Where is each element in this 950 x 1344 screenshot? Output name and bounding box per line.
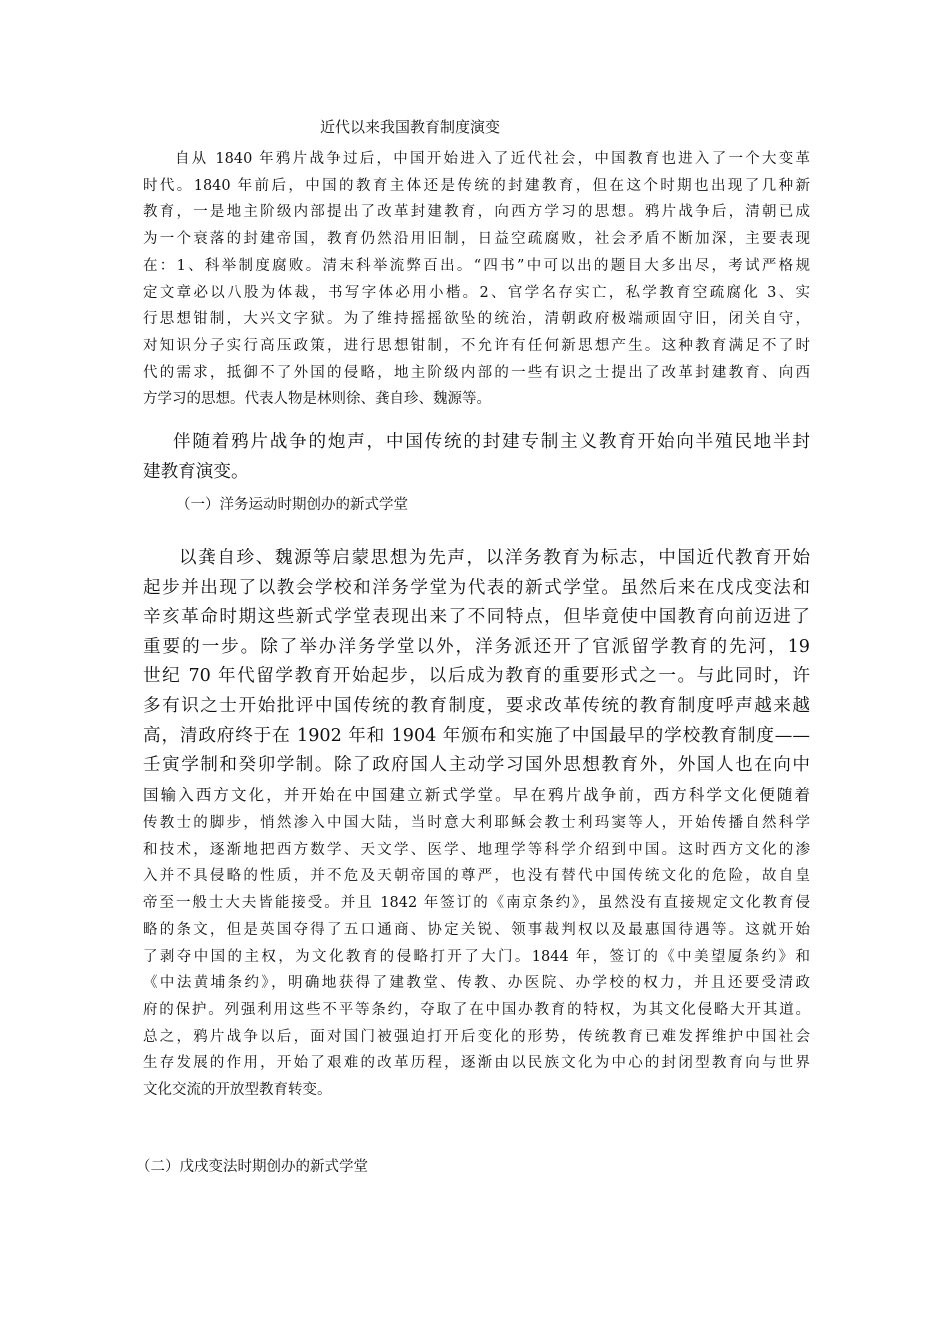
text-line: 为一个衰落的封建帝国，教育仍然沿用旧制，日益空疏腐败，社会矛盾不断加深，主要表现 — [143, 231, 810, 248]
text-line: 文化交流的开放型教育转变。 — [143, 1082, 332, 1099]
text-line: 总之，鸦片战争以后，面对国门被强迫打开后变化的形势，传统教育已难发挥维护中国社会 — [143, 1028, 810, 1045]
paragraph-1 — [143, 146, 810, 413]
text-line: 以龚自珍、魏源等启蒙思想为先声，以洋务教育为标志，中国近代教育开始 — [179, 548, 810, 568]
text-line: 壬寅学制和癸卯学制。除了政府国人主动学习国外思想教育外，外国人也在向中 — [143, 755, 810, 776]
text-line: 和技术，逐渐地把西方数学、天文学、医学、地理学等科学介绍到中国。这时西方文化的渗 — [143, 841, 810, 858]
text-line: 自从 1840 年鸦片战争过后，中国开始进入了近代社会，中国教育也进入了一个大变革 — [175, 151, 810, 167]
text-line: 世纪 70 年代留学教育开始起步，以后成为教育的重要形式之一。与此同时，许 — [143, 666, 810, 687]
text-line: 了剥夺中国的主权，为文化教育的侵略打开了大门。1844 年，签订的《中美望厦条约》和 — [143, 948, 810, 965]
text-line: 对知识分子实行高压政策，进行思想钳制，不允许有任何新思想产生。这种教育满足不了时 — [143, 337, 810, 354]
text-line: 府的保护。列强利用这些不平等条约，夺取了在中国办教育的特权，为其文化侵略大开其道。 — [143, 1001, 810, 1018]
text-line: 高，清政府终于在 1902 年和 1904 年颁布和实施了中国最早的学校教育制度—— — [143, 725, 810, 746]
text-line: 教育，一是地主阶级内部提出了改革封建教育，向西方学习的思想。鸦片战争后，清朝已成 — [143, 204, 810, 221]
text-line: 辛亥革命时期这些新式学堂表现出来了不同特点，但毕竟使中国教育向前迈进了 — [143, 607, 810, 628]
section-heading-2: （二）戊戌变法时期创办的新式学堂 — [136, 1159, 368, 1175]
text-line: 起步并出现了以教会学校和洋务学堂为代表的新式学堂。虽然后来在戊戌变法和 — [143, 577, 810, 598]
paragraph-3 — [143, 544, 810, 810]
text-line: 重要的一步。除了举办洋务学堂以外，洋务派还开了官派留学教育的先河，19 — [143, 636, 810, 657]
text-line: 方学习的思想。代表人物是林则徐、龚自珍、魏源等。 — [143, 391, 491, 408]
paragraph-4 — [143, 810, 810, 1104]
text-line: 伴随着鸦片战争的炮声，中国传统的封建专制主义教育开始向半殖民地半封 — [173, 432, 810, 452]
text-line: 多有识之士开始批评中国传统的教育制度，要求改革传统的教育制度呼声越来越 — [143, 695, 810, 716]
text-line: 建教育演变。 — [143, 461, 249, 482]
text-line: 《中法黄埔条约》，明确地获得了建教堂、传教、办医院、办学校的权力，并且还要受清政 — [143, 975, 810, 992]
text-line: 帝至一般士大夫皆能接受。并且 1842 年签订的《南京条约》，虽然没有直接规定文化教育侵 — [143, 895, 810, 912]
text-line: 在：1、科举制度腐败。清末科举流弊百出。“四书”中可以出的题目大多出尽，考试严格规 — [143, 257, 810, 274]
text-line: 生存发展的作用，开始了艰难的改革历程，逐渐由以民族文化为中心的封闭型教育向与世界 — [143, 1055, 810, 1072]
text-line: 代的需求，抵御不了外国的侵略，地主阶级内部的一些有识之士提出了改革封建教育、向西 — [143, 364, 810, 381]
text-line: 传教士的脚步，悄然渗入中国大陆，当时意大利耶稣会教士利玛窦等人，开始传播自然科学 — [143, 815, 810, 831]
text-line: 行思想钳制，大兴文字狱。为了维持摇摇欲坠的统治，清朝政府极端顽固守旧，闭关自守， — [143, 311, 810, 328]
section-heading-1: （一）洋务运动时期创办的新式学堂 — [176, 497, 408, 513]
text-line: 略的条文，但是英国夺得了五口通商、协定关锐、领事裁判权以及最惠国待遇等。这就开始 — [143, 921, 810, 938]
document-title: 近代以来我国教育制度演变 — [320, 118, 501, 136]
text-line: 时代。1840 年前后，中国的教育主体还是传统的封建教育，但在这个时期也出现了几种新 — [143, 177, 810, 194]
text-line: 定文章必以八股为体裁，书写字体必用小楷。2、官学名存实亡，私学教育空疏腐化 3、实 — [143, 284, 810, 301]
text-line: 国输入西方文化，并开始在中国建立新式学堂。早在鸦片战争前，西方科学文化便随着 — [143, 785, 810, 804]
text-line: 入并不具侵略的性质，并不危及天朝帝国的尊严，也没有替代中国传统文化的危险，故自皇 — [143, 868, 810, 885]
paragraph-2 — [143, 428, 810, 487]
